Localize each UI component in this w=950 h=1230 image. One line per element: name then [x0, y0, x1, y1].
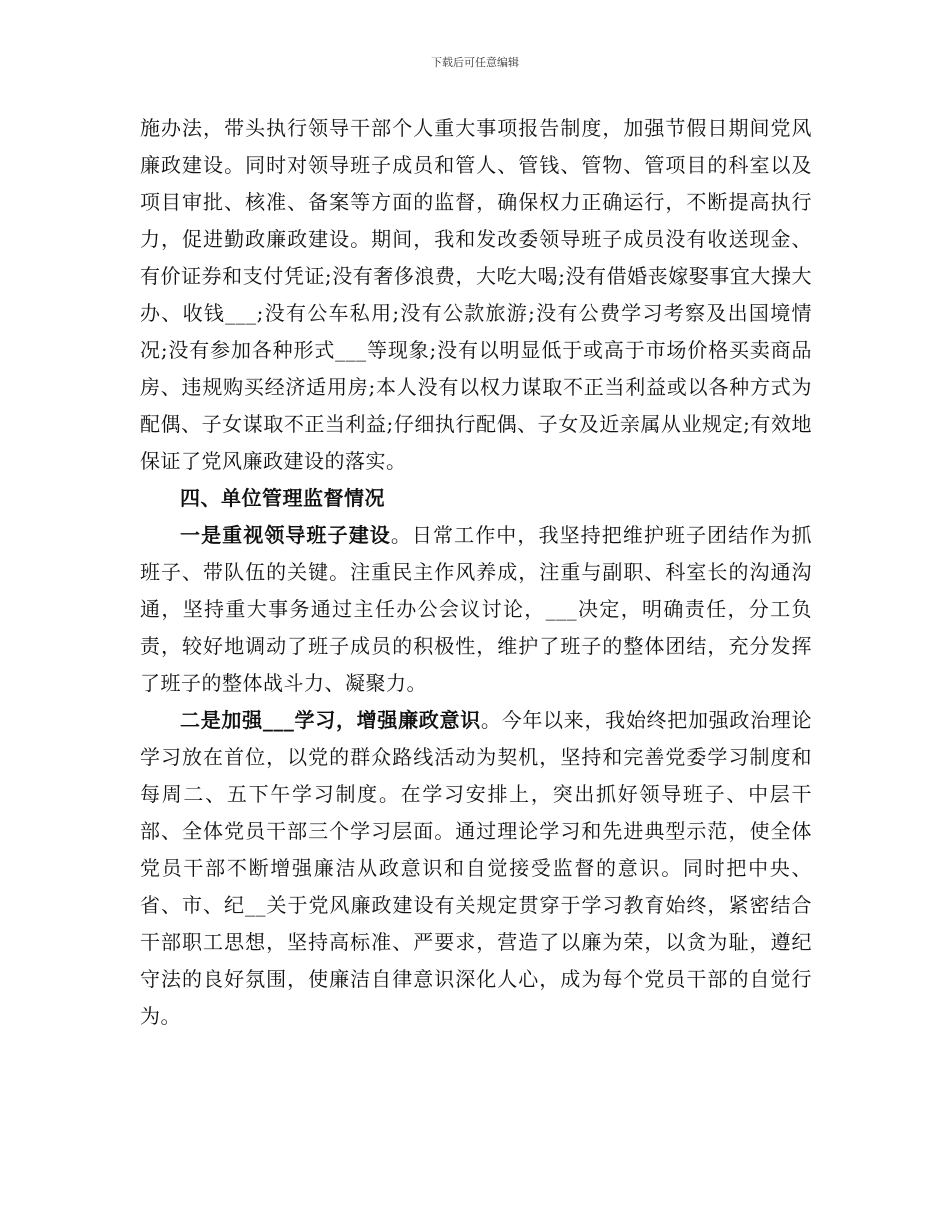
section-heading: 四、单位管理监督情况 [180, 486, 385, 510]
paragraph-text: 。日常工作中，我坚持把维护班子团结作为抓班子、带队伍的关键。注重民主作风养成，注重与副职、科室长的沟通沟通，坚持重大事务通过主任办公会议讨论，___决定，明确责任，分工负责，较好地调动了班子成员的积极性，维护了班子的整体团结，充分发挥了班子的整体战斗力、凝聚力。 [140, 523, 813, 695]
document-body [140, 110, 812, 1035]
page-header: 下载后可任意编辑 [431, 56, 519, 69]
paragraph-study [140, 702, 812, 1035]
paragraph-text: 。今年以来，我始终把加强政治理论学习放在首位，以党的群众路线活动为契机，坚持和完善党委学习制度和每周二、五下午学习制度。在学习安排上，突出抓好领导班子、中层干部、全体党员干部三个学习层面。通过理论学习和先进典型示范，使全体党员干部不断增强廉洁从政意识和自觉接受监督的意识。同时把中央、省、市、纪__关于党风廉政建设有关规定贯穿于学习教育始终，紧密结合干部职工思想，坚持高标准、严要求，营造了以廉为荣，以贪为耻，遵纪守法的良好氛围，使廉洁自律意识深化人心，成为每个党员干部的自觉行为。 [140, 708, 813, 1028]
paragraph-leadership [140, 517, 812, 702]
paragraph-lead: 一是重视领导班子建设 [180, 523, 391, 547]
paragraph-continuation: 施办法，带头执行领导干部个人重大事项报告制度，加强节假日期间党风廉政建设。同时对领导班子成员和管人、管钱、管物、管项目的科室以及项目审批、核准、备案等方面的监督，确保权力正确运行，不断提高执行力，促进勤政廉政建设。期间，我和发改委领导班子成员没有收送现金、有价证券和支付凭证;没有奢侈浪费，大吃大喝;没有借婚丧嫁娶事宜大操大办、收钱___;没有公车私用;没有公款旅游;没有公费学习考察及出国境情况;没有参加各种形式___等现象;没有以明显低于或高于市场价格买卖商品房、违规购买经济适用房;本人没有以权力谋取不正当利益或以各种方式为配偶、子女谋取不正当利益;仔细执行配偶、子女及近亲属从业规定;有效地保证了党风廉政建设的落实。 [140, 116, 812, 473]
paragraph-lead: 二是加强___学习，增强廉政意识 [180, 708, 481, 732]
